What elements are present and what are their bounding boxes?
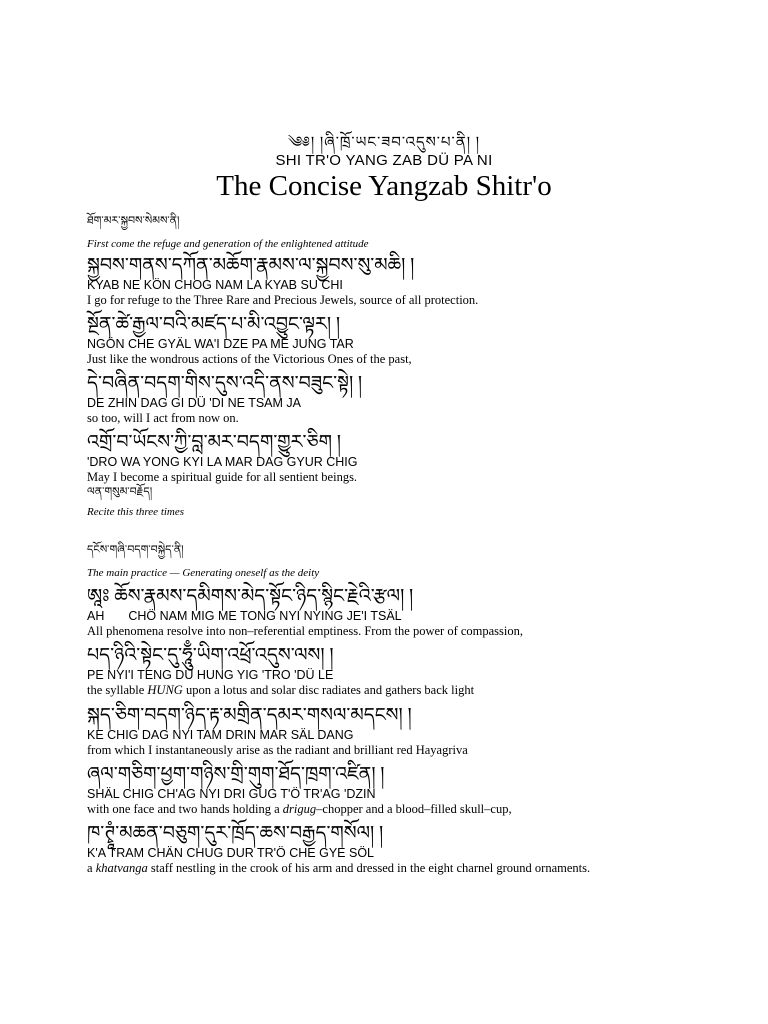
tibetan-section-heading: དངོས་གཞི་བདག་བསྐྱེད་ནི། — [87, 544, 184, 556]
verse-3 — [87, 372, 747, 426]
translation-part: upon a lotus and solar disc radiates and gathers back light — [182, 683, 475, 697]
transliteration: SHÄL CHIG CH'AG NYI DRI GUG T'Ö TR'AG 'DZIN — [87, 787, 376, 801]
main-practice-section — [87, 543, 747, 580]
translation: so too, will I act from now on. — [87, 411, 239, 425]
transliteration: NGÖN CHE GYÄL WA'I DZE PA ME JUNG TAR — [87, 337, 354, 351]
translation-part: with one face and two hands holding a — [87, 802, 283, 816]
verse-5 — [87, 585, 747, 639]
transliteration: KYAB NE KÖN CHOG NAM LA KYAB SU CHI — [87, 278, 343, 292]
translation: from which I instantaneously arise as the radiant and brilliant red Hayagriva — [87, 743, 468, 757]
translation-part: staff nestling in the crook of his arm and dressed in the eight charnel ground ornaments. — [147, 861, 591, 875]
verse-7 — [87, 704, 747, 758]
verse-2 — [87, 313, 747, 367]
verse-4 — [87, 431, 747, 519]
translation — [87, 802, 747, 817]
transliteration: DE ZHIN DAG GI DÜ 'DI NE TSAM JA — [87, 396, 301, 410]
transliteration: K'A TRAM CHÄN CHUG DUR TR'Ö CHE GYE SÖL — [87, 846, 374, 860]
tibetan-verse: སྔོན་ཚེ་རྒྱལ་བའི་མཛད་པ་མི་འབྱུང་ལྟར། ། — [87, 314, 341, 335]
translation-emphasis: drigug — [282, 802, 317, 816]
translation-part: –chopper and a blood–filled skull–cup, — [316, 802, 512, 816]
translation: I go for refuge to the Three Rare and Precious Jewels, source of all protection. — [87, 293, 479, 307]
verse-1 — [87, 254, 747, 308]
translation-emphasis: HUNG — [147, 683, 183, 697]
translation-emphasis: khatvanga — [95, 861, 148, 875]
verse-6 — [87, 644, 747, 698]
transliteration-lead: AH — [87, 609, 105, 623]
tibetan-verse: འགྲོ་བ་ཡོངས་ཀྱི་བླ་མར་བདག་གྱུར་ཅིག ། — [87, 432, 341, 453]
transliteration: KE CHIG DAG NYI TAM DRIN MAR SÄL DANG — [87, 728, 354, 742]
tibetan-verse: ཞལ་གཅིག་ཕྱག་གཉིས་གྲི་གུག་ཐོད་ཁྲག་འཛིན། ། — [87, 764, 385, 785]
transliteration: 'DRO WA YONG KYI LA MAR DAG GYUR CHIG — [87, 455, 358, 469]
transliteration-text: CHÖ NAM MIG ME TONG NYI NYING JE'I TSÄL — [128, 609, 402, 623]
tibetan-verse: སྐད་ཅིག་བདག་ཉིད་རྟ་མགྲིན་དམར་གསལ་མདངས། ། — [87, 705, 412, 726]
translation: All phenomena resolve into non–referential emptiness. From the power of compassion, — [87, 624, 524, 638]
translation — [87, 683, 747, 698]
phonetic-title: SHI TR'O YANG ZAB DÜ PA NI — [275, 152, 493, 169]
section-instruction: The main practice — Generating oneself as the deity — [87, 567, 320, 579]
tibetan-verse: ཨཱཿ ཆོས་རྣམས་དམིགས་མེད་སྟོང་ཉིད་སྙིང་རྗེའི་རྩལ། ། — [87, 586, 414, 607]
translation: Just like the wondrous actions of the Victorious Ones of the past, — [87, 352, 412, 366]
section-instruction: First come the refuge and generation of the enlightened attitude — [87, 238, 369, 250]
verse-8 — [87, 763, 747, 817]
transliteration: PE NYI'I TENG DU HUNG YIG 'TRO 'DÜ LE — [87, 668, 334, 682]
refuge-section — [87, 214, 747, 251]
tibetan-verse: པད་ཉིའི་སྟེང་དུ་ཧཱུྃ་ཡིག་འཕྲོ་འདུས་ལས། ། — [87, 645, 334, 666]
tibetan-title: ༄༅། །ཞི་ཁྲོ་ཡང་ཟབ་འདུས་པ་ནི། ། — [287, 135, 481, 151]
translation: May I become a spiritual guide for all sentient beings. — [87, 470, 358, 484]
tibetan-verse: ཁ་ཊྭཱཾ་མཆན་བཅུག་དུར་ཁྲོད་ཆས་བརྒྱད་གསོལ། ། — [87, 823, 384, 844]
tibetan-verse: དེ་བཞིན་བདག་གིས་དུས་འདི་ནས་བཟུང་སྟེ། ། — [87, 373, 363, 394]
tibetan-note: ལན་གསུམ་བརྗོད། — [87, 486, 153, 498]
tibetan-verse: སྐྱབས་གནས་དཀོན་མཆོག་རྣམས་ལ་སྐྱབས་སུ་མཆི། ། — [87, 255, 415, 276]
translation — [87, 861, 747, 876]
translation-part: the syllable — [87, 683, 148, 697]
transliteration — [87, 609, 747, 624]
tibetan-section-heading: ཐོག་མར་སྐྱབས་སེམས་ནི། — [87, 215, 180, 227]
recitation-note: Recite this three times — [87, 506, 185, 518]
translation-part: a — [87, 861, 96, 875]
verse-9 — [87, 822, 747, 876]
page-title: The Concise Yangzab Shitr'o — [216, 170, 552, 202]
